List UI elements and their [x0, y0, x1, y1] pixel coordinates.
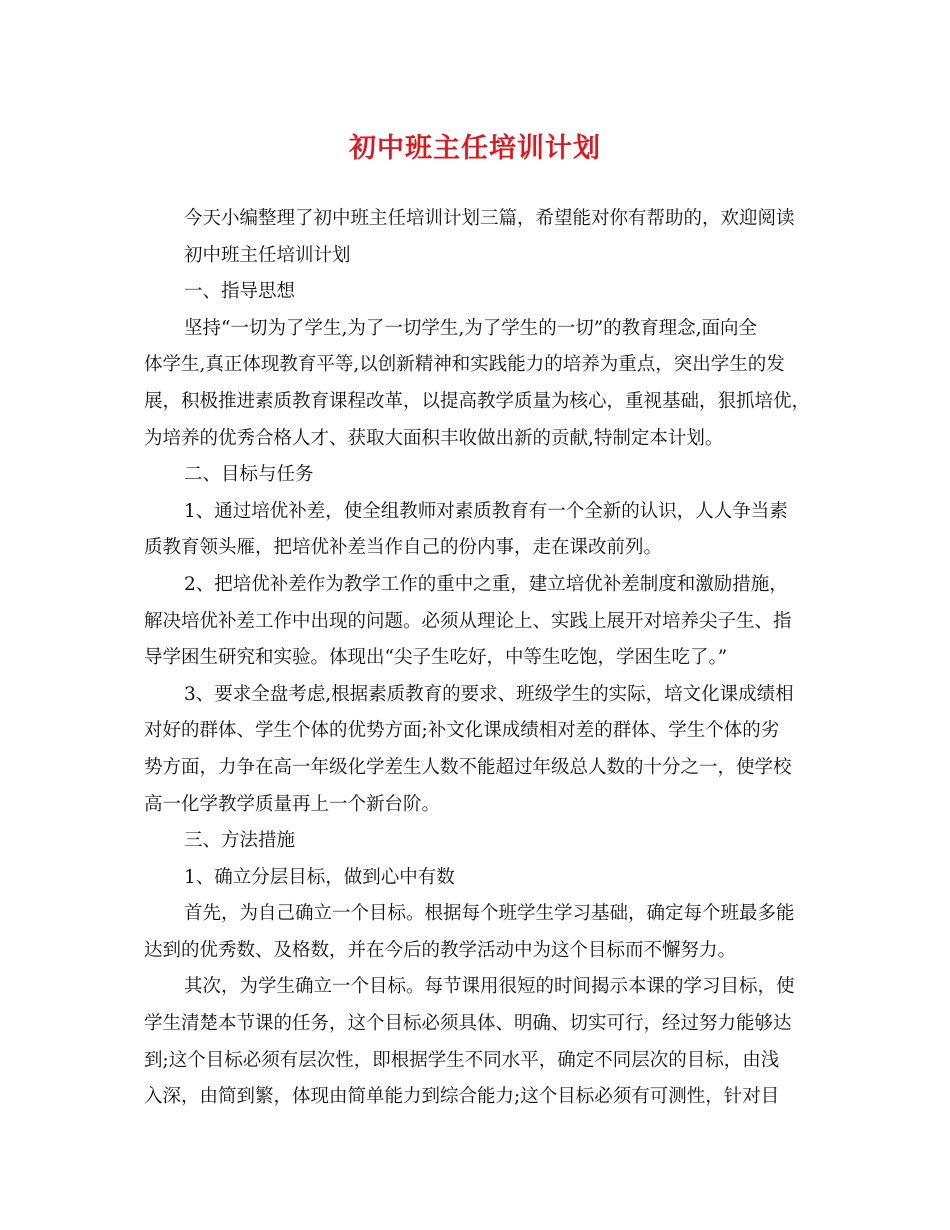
text-line: 势方面，力争在高一年级化学差生人数不能超过年级总人数的十分之一，使学校 [144, 756, 792, 778]
text-line: 3、要求全盘考虑,根据素质教育的要求、班级学生的实际，培文化课成绩相 [184, 683, 794, 705]
text-line: 学生清楚本节课的任务，这个目标必须具体、明确、切实可行，经过努力能够达 [144, 1013, 792, 1035]
text-line: 到;这个目标必须有层次性，即根据学生不同水平，确定不同层次的目标，由浅 [144, 1049, 780, 1071]
text-line: 为培养的优秀合格人才、获取大面积丰收做出新的贡献,特制定本计划。 [144, 427, 724, 449]
text-line: 质教育领头雁，把培优补差当作自己的份内事，走在课改前列。 [144, 537, 663, 559]
text-line: 体学生,真正体现教育平等,以创新精神和实践能力的培养为重点，突出学生的发 [144, 354, 785, 376]
text-line: 其次，为学生确立一个目标。每节课用很短的时间揭示本课的学习目标，使 [184, 976, 795, 998]
text-line: 解决培优补差工作中出现的问题。必须从理论上、实践上展开对培养尖子生、指 [144, 610, 792, 632]
document-title: 初中班主任培训计划 [349, 133, 601, 164]
text-line: 二、目标与任务 [184, 464, 314, 486]
text-line: 展，积极推进素质教育课程改革，以提高教学质量为核心，重视基础，狠抓培优， [144, 390, 811, 412]
text-line: 导学困生研究和实验。体现出“尖子生吃好，中等生吃饱，学困生吃了。” [144, 647, 728, 669]
text-line: 首先，为自己确立一个目标。根据每个班学生学习基础，确定每个班最多能 [184, 903, 795, 925]
text-line: 今天小编整理了初中班主任培训计划三篇，希望能对你有帮助的，欢迎阅读 [184, 208, 795, 229]
text-line: 入深，由简到繁，体现由简单能力到综合能力;这个目标必须有可测性，针对目 [144, 1086, 780, 1108]
document-body [144, 201, 816, 1116]
text-line: 1、通过培优补差，使全组教师对素质教育有一个全新的认识，人人争当素 [184, 500, 788, 522]
text-line: 坚持“一切为了学生,为了一切学生,为了学生的一切”的教育理念,面向全 [184, 317, 758, 339]
text-line: 一、指导思想 [184, 281, 296, 303]
text-line: 三、方法措施 [184, 830, 296, 852]
text-line: 达到的优秀数、及格数，并在今后的教学活动中为这个目标而不懈努力。 [144, 939, 737, 961]
text-line: 对好的群体、学生个体的优势方面;补文化课成绩相对差的群体、学生个体的劣 [144, 720, 780, 742]
text-line: 2、把培优补差作为教学工作的重中之重，建立培优补差制度和激励措施， [184, 573, 788, 595]
text-line: 初中班主任培训计划 [184, 244, 351, 266]
text-line: 高一化学教学质量再上一个新台阶。 [144, 793, 441, 815]
text-line: 1、确立分层目标，做到心中有数 [184, 866, 455, 888]
